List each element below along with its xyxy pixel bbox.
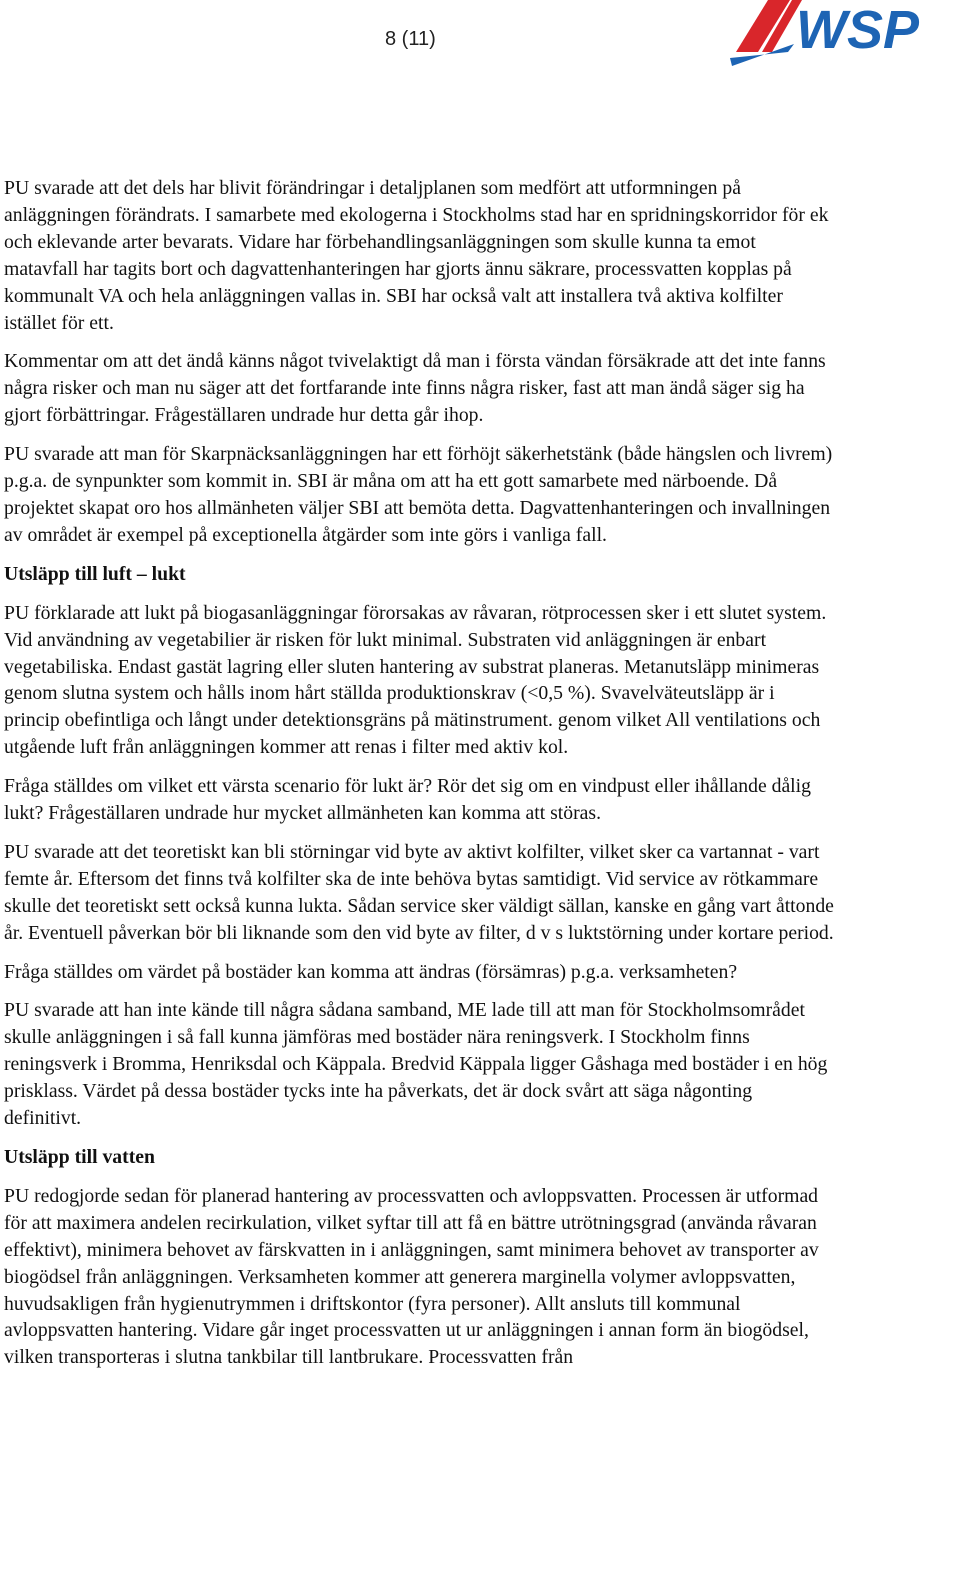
paragraph: PU förklarade att lukt på biogasanläggningar förorsakas av råvaran, rötprocessen sker i ett slutet system. Vid användning av vegetabilier är risken för lukt minimal. Substraten vid anläggningen är enbart vegetabiliska. Endast gastät lagring eller sluten hantering av substrat planeras. Metanutsläpp minimeras genom slutna system och hålls inom hårt ställda produktionskrav (<0,5 %). Svavelväteutsläpp är i princip obefintliga och långt under detektionsgräns på mätinstrument. genom vilket All ventilations och utgående luft från anläggningen kommer att renas i filter med aktiv kol. <box>4 601 827 759</box>
document-body <box>4 175 834 1383</box>
paragraph: PU svarade att det dels har blivit förändringar i detaljplanen som medfört att utformningen på anläggningen förändrats. I samarbete med ekologerna i Stockholms stad har en spridningskorridor för ek och eklevande arter bevarats. Vidare har förbehandlingsanläggningen som skulle kunna ta emot matavfall har tagits bort och dagvattenhanteringen har gjorts ännu säkrare, processvatten kopplas på kommunalt VA och hela anläggningen vallas in. SBI har också valt att installera två aktiva kolfilter istället för ett. <box>4 177 829 334</box>
logo-text: WSP <box>796 0 920 60</box>
paragraph: Fråga ställdes om värdet på bostäder kan komma att ändras (försämras) p.g.a. verksamheten? <box>4 960 738 983</box>
logo-mark <box>730 0 802 66</box>
section-heading: Utsläpp till vatten <box>4 1146 155 1168</box>
paragraph: PU redogjorde sedan för planerad hantering av processvatten och avloppsvatten. Processen är utformad för att maximera andelen recirkulation, vilket syftar till att få en bättre utrötningsgrad (använda råvaran effektivt), minimera behovet av färskvatten in i anläggningen, samt minimera behovet av transporter av biogödsel från anläggningen. Verksamheten kommer att generera marginella volymer avloppsvatten, huvudsakligen från hygienutrymmen i driftskontor (fyra personer). Allt ansluts till kommunal avloppsvatten hantering. Vidare går inget processvatten ut ur anläggningen i annan form än biogödsel, vilken transporteras i slutna tankbilar till lantbrukare. Processvatten från <box>4 1184 819 1369</box>
page-number: 8 (11) <box>385 28 436 50</box>
section-heading: Utsläpp till luft – lukt <box>4 562 186 585</box>
paragraph: Fråga ställdes om vilket ett värsta scenario för lukt är? Rör det sig om en vindpust eller ihållande dålig lukt? Frågeställaren undrade hur mycket allmänheten kan komma att störas. <box>4 775 811 825</box>
wsp-logo <box>728 0 944 70</box>
paragraph: PU svarade att man för Skarpnäcksanläggningen har ett förhöjt säkerhetstänk (både hängslen och livrem) p.g.a. de synpunkter som kommit in. SBI är måna om att ha ett gott samarbete med närboende. Då projektet skapat oro hos allmänheten väljer SBI att bemöta detta. Dagvattenhanteringen och invallningen av området är exempel på exceptionella åtgärder som inte görs i vanliga fall. <box>4 443 833 546</box>
paragraph: PU svarade att han inte kände till några sådana samband, ME lade till att man för Stockholmsområdet skulle anläggningen i så fall kunna jämföras med bostäder nära reningsverk. I Stockholm finns reningsverk i Bromma, Henriksdal och Käppala. Bredvid Käppala ligger Gåshaga med bostäder i en hög prisklass. Värdet på dessa bostäder tycks inte ha påverkats, det är dock svårt att säga någonting definitivt. <box>4 999 828 1130</box>
paragraph: PU svarade att det teoretiskt kan bli störningar vid byte av aktivt kolfilter, vilket sker ca vartannat - vart femte år. Eftersom det finns två kolfilter ska de inte behöva bytas samtidigt. Vid service av rötkammare skulle det teoretiskt sett också kunna lukta. Sådan service sker väldigt sällan, kanske en gång vart åttonde år. Eventuell påverkan bör bli liknande som den vid byte av filter, d v s luktstörning under kortare period. <box>4 840 834 944</box>
paragraph: Kommentar om att det ändå känns något tvivelaktigt då man i första vändan försäkrade att det inte fanns några risker och man nu säger att det fortfarande inte finns några risker, fast att man ändå säger sig ha gjort förbättringar. Frågeställaren undrade hur detta går ihop. <box>4 350 826 427</box>
